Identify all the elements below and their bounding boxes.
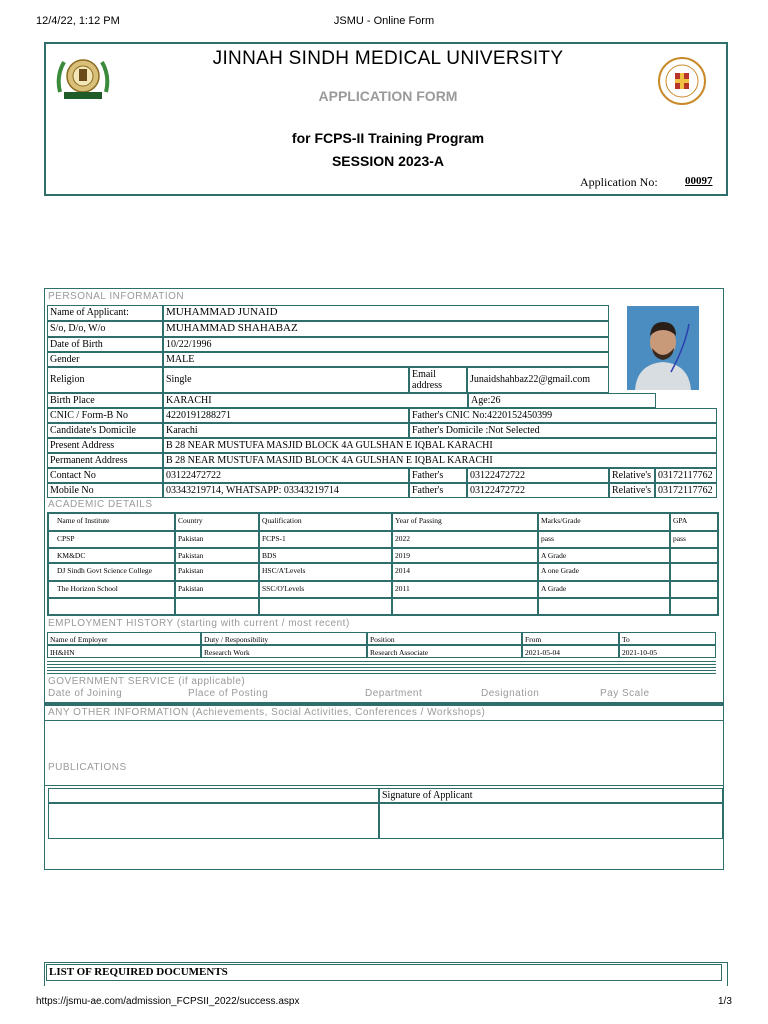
program-title: for FCPS-II Training Program bbox=[291, 130, 485, 146]
form-header bbox=[44, 42, 728, 196]
academic-header-qualification: Qualification bbox=[259, 513, 392, 531]
academic-cell: 2022 bbox=[392, 531, 538, 548]
government-header-designation: Designation bbox=[481, 688, 540, 699]
academic-empty-cell bbox=[392, 598, 538, 615]
academic-empty-cell bbox=[259, 598, 392, 615]
academic-header-gpa: GPA bbox=[670, 513, 718, 531]
academic-cell: Pakistan bbox=[175, 531, 259, 548]
employment-cell: 2021-10-05 bbox=[619, 645, 716, 658]
academic-cell: The Horizon School bbox=[48, 581, 175, 598]
academic-cell: A Grade bbox=[538, 548, 670, 563]
permanent-address-label: Permanent Address bbox=[47, 453, 163, 468]
relative-mobile-label: Relative's bbox=[609, 483, 655, 498]
academic-cell: SSC/O'Levels bbox=[259, 581, 392, 598]
father-mobile-label: Father's bbox=[409, 483, 467, 498]
academic-cell: DJ Sindh Govt Science College bbox=[48, 563, 175, 581]
academic-cell: 2014 bbox=[392, 563, 538, 581]
signature-box bbox=[379, 803, 723, 839]
academic-cell: A Grade bbox=[538, 581, 670, 598]
university-name: JINNAH SINDH MEDICAL UNIVERSITY bbox=[212, 48, 564, 69]
relative-contact-value: 03172117762 bbox=[655, 468, 717, 483]
academic-cell: pass bbox=[538, 531, 670, 548]
contact-label: Contact No bbox=[47, 468, 163, 483]
applicant-photo bbox=[627, 306, 699, 390]
application-no-label: Application No: bbox=[580, 175, 658, 189]
birth-place-label: Birth Place bbox=[47, 393, 163, 408]
print-datetime: 12/4/22, 1:12 PM bbox=[36, 15, 120, 27]
page-url: https://jsmu-ae.com/admission_FCPSII_2022/success.aspx bbox=[36, 996, 300, 1007]
academic-cell: KM&DC bbox=[48, 548, 175, 563]
employment-cell: Research Associate bbox=[367, 645, 522, 658]
gender-label: Gender bbox=[47, 352, 163, 367]
age-value: Age:26 bbox=[468, 393, 656, 408]
domicile-value: Karachi bbox=[163, 423, 409, 438]
print-title: JSMU - Online Form bbox=[333, 15, 435, 27]
application-no-value: 00097 bbox=[685, 175, 713, 187]
applicant-photo-icon bbox=[627, 306, 699, 390]
religion-label: Religion bbox=[47, 367, 163, 393]
hospital-seal-icon bbox=[652, 56, 712, 106]
dob-value: 10/22/1996 bbox=[163, 337, 609, 352]
academic-cell: Pakistan bbox=[175, 548, 259, 563]
academic-header-grade: Marks/Grade bbox=[538, 513, 670, 531]
session-title: SESSION 2023-A bbox=[331, 153, 445, 169]
employment-header-duty: Duty / Responsibility bbox=[201, 632, 367, 645]
academic-cell: Pakistan bbox=[175, 563, 259, 581]
section-divider bbox=[45, 702, 723, 706]
academic-cell: BDS bbox=[259, 548, 392, 563]
domicile-label: Candidate's Domicile bbox=[47, 423, 163, 438]
academic-cell bbox=[670, 548, 718, 563]
cnic-label: CNIC / Form-B No bbox=[47, 408, 163, 423]
employment-section-title: EMPLOYMENT HISTORY (starting with current / most recent) bbox=[48, 618, 350, 629]
employment-cell: IH&HN bbox=[47, 645, 201, 658]
father-domicile: Father's Domicile :Not Selected bbox=[409, 423, 717, 438]
signature-blank-cell bbox=[48, 788, 379, 803]
documents-title: LIST OF REQUIRED DOCUMENTS bbox=[46, 964, 722, 981]
page-number: 1/3 bbox=[718, 996, 732, 1007]
publications-title: PUBLICATIONS bbox=[48, 762, 127, 773]
employment-header-from: From bbox=[522, 632, 619, 645]
academic-empty-cell bbox=[670, 598, 718, 615]
father-cnic: Father's CNIC No:4220152450399 bbox=[409, 408, 717, 423]
academic-cell: 2011 bbox=[392, 581, 538, 598]
academic-cell: pass bbox=[670, 531, 718, 548]
government-header-posting: Place of Posting bbox=[188, 688, 269, 699]
form-title: APPLICATION FORM bbox=[318, 88, 458, 104]
academic-empty-cell bbox=[175, 598, 259, 615]
name-value: MUHAMMAD JUNAID bbox=[163, 305, 609, 321]
academic-cell: FCPS-1 bbox=[259, 531, 392, 548]
signature-label: Signature of Applicant bbox=[379, 788, 723, 803]
name-label: Name of Applicant: bbox=[47, 305, 163, 321]
religion-value: Single bbox=[163, 367, 409, 393]
government-header-department: Department bbox=[365, 688, 423, 699]
employment-cell: 2021-05-04 bbox=[522, 645, 619, 658]
government-header-payscale: Pay Scale bbox=[600, 688, 650, 699]
relative-contact-label: Relative's bbox=[609, 468, 655, 483]
government-section-title: GOVERNMENT SERVICE (if applicable) bbox=[48, 676, 246, 687]
contact-value: 03122472722 bbox=[163, 468, 409, 483]
relation-label: S/o, D/o, W/o bbox=[47, 321, 163, 337]
academic-empty-cell bbox=[538, 598, 670, 615]
employment-cell: Research Work bbox=[201, 645, 367, 658]
publications-divider bbox=[45, 785, 723, 786]
employment-empty-rows bbox=[47, 659, 716, 675]
academic-header-institute: Name of Institute bbox=[48, 513, 175, 531]
present-address-label: Present Address bbox=[47, 438, 163, 453]
academic-cell: CPSP bbox=[48, 531, 175, 548]
academic-header-country: Country bbox=[175, 513, 259, 531]
birth-place-value: KARACHI bbox=[163, 393, 468, 408]
email-value: Junaidshahbaz22@gmail.com bbox=[467, 367, 609, 393]
academic-section-title: ACADEMIC DETAILS bbox=[48, 499, 153, 510]
mobile-label: Mobile No bbox=[47, 483, 163, 498]
employment-header-employer: Name of Employer bbox=[47, 632, 201, 645]
permanent-address-value: B 28 NEAR MUSTUFA MASJID BLOCK 4A GULSHAN E IQBAL KARACHI bbox=[163, 453, 717, 468]
academic-cell: A one Grade bbox=[538, 563, 670, 581]
academic-cell: HSC/A'Levels bbox=[259, 563, 392, 581]
gender-value: MALE bbox=[163, 352, 609, 367]
signature-blank-box bbox=[48, 803, 379, 839]
other-info-divider bbox=[45, 720, 723, 721]
email-label: Email address bbox=[409, 367, 467, 393]
father-contact-label: Father's bbox=[409, 468, 467, 483]
relative-mobile-value: 03172117762 bbox=[655, 483, 717, 498]
father-contact-value: 03122472722 bbox=[467, 468, 609, 483]
academic-empty-cell bbox=[48, 598, 175, 615]
personal-section-title: PERSONAL INFORMATION bbox=[48, 291, 185, 302]
university-logo-icon bbox=[54, 52, 112, 104]
employment-header-position: Position bbox=[367, 632, 522, 645]
academic-cell: 2019 bbox=[392, 548, 538, 563]
other-info-title: ANY OTHER INFORMATION (Achievements, Social Activities, Conferences / Workshops) bbox=[48, 707, 486, 718]
father-mobile-value: 03122472722 bbox=[467, 483, 609, 498]
government-header-joining: Date of Joining bbox=[48, 688, 123, 699]
mobile-value: 03343219714, WHATSAPP: 03343219714 bbox=[163, 483, 409, 498]
dob-label: Date of Birth bbox=[47, 337, 163, 352]
relation-value: MUHAMMAD SHAHABAZ bbox=[163, 321, 609, 337]
academic-cell bbox=[670, 581, 718, 598]
present-address-value: B 28 NEAR MUSTUFA MASJID BLOCK 4A GULSHAN E IQBAL KARACHI bbox=[163, 438, 717, 453]
cnic-value: 4220191288271 bbox=[163, 408, 409, 423]
employment-header-to: To bbox=[619, 632, 716, 645]
academic-header-year: Year of Passing bbox=[392, 513, 538, 531]
academic-cell bbox=[670, 563, 718, 581]
academic-cell: Pakistan bbox=[175, 581, 259, 598]
